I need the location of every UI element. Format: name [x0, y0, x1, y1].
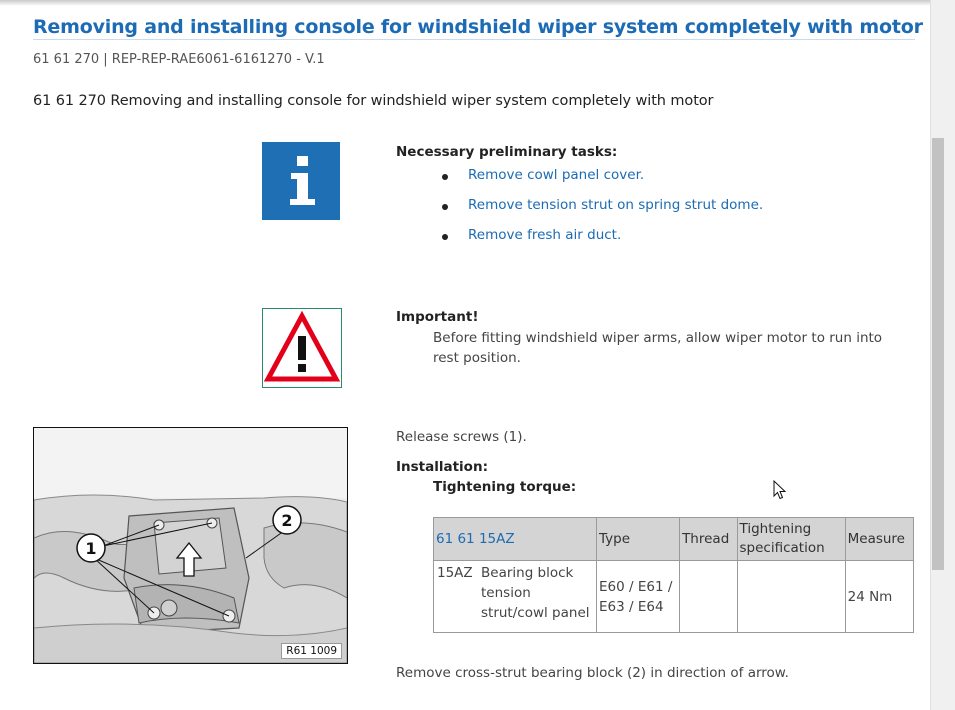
diagram-reference: R61 1009	[281, 643, 342, 659]
bullet-icon	[442, 234, 448, 240]
torque-description: Bearing block tension strut/cowl panel	[481, 565, 590, 621]
procedure-title: 61 61 270 Removing and installing console for windshield wiper system completely with motor	[33, 93, 714, 109]
link-remove-tension-strut[interactable]: Remove tension strut on spring strut dome.	[468, 197, 764, 213]
column-header-specification: Tightening specification	[737, 518, 845, 561]
info-icon	[262, 142, 340, 220]
specification-cell	[737, 561, 845, 633]
link-remove-cowl-panel-cover[interactable]: Remove cowl panel cover.	[468, 167, 645, 183]
scrollbar-thumb[interactable]	[932, 138, 944, 570]
preliminary-task-list	[440, 167, 763, 257]
title-divider	[33, 39, 915, 40]
diagram-callout-2: 2	[281, 511, 293, 530]
link-remove-fresh-air-duct[interactable]: Remove fresh air duct.	[468, 227, 622, 243]
diagram-callout-1: 1	[85, 539, 97, 558]
list-item	[440, 197, 763, 227]
important-note: Before fitting windshield wiper arms, allow wiper motor to run into rest position.	[433, 330, 883, 366]
torque-table	[433, 517, 914, 633]
table-header-row	[434, 518, 914, 561]
mouse-pointer-icon	[773, 480, 787, 500]
list-item	[440, 227, 763, 257]
torque-code: 15AZ	[437, 565, 473, 581]
list-item	[440, 167, 763, 197]
column-header-type: Type	[597, 518, 680, 561]
important-label: Important!	[396, 309, 479, 325]
table-row	[434, 561, 914, 633]
release-screws-step: Release screws (1).	[396, 429, 527, 445]
column-header-code[interactable]: 61 61 15AZ	[434, 518, 597, 561]
bullet-icon	[442, 174, 448, 180]
top-shadow	[0, 0, 930, 6]
tightening-torque-label: Tightening torque:	[433, 479, 577, 495]
document-title: Removing and installing console for windshield wiper system completely with motor	[33, 16, 923, 38]
technical-diagram	[33, 427, 348, 664]
installation-label: Installation:	[396, 459, 488, 475]
bullet-icon	[442, 204, 448, 210]
type-cell: E60 / E61 / E63 / E64	[597, 561, 680, 633]
remove-cross-strut-step: Remove cross-strut bearing block (2) in direction of arrow.	[396, 665, 789, 681]
thread-cell	[680, 561, 737, 633]
document-id: 61 61 270 | REP-REP-RAE6061-6161270 - V.1	[33, 52, 325, 67]
preliminary-tasks-label: Necessary preliminary tasks:	[396, 144, 618, 160]
measure-cell: 24 Nm	[845, 561, 913, 633]
column-header-measure: Measure	[845, 518, 913, 561]
warning-triangle-icon	[262, 308, 342, 388]
code-cell	[434, 561, 597, 633]
column-header-thread: Thread	[680, 518, 737, 561]
